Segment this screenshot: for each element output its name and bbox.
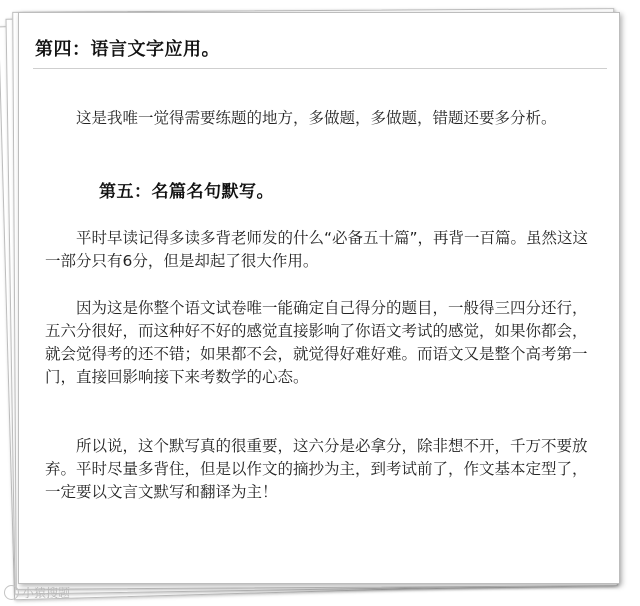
heading-divider (33, 68, 607, 69)
watermark-text: 小猿搜题 (22, 586, 71, 600)
section-4-heading: 第四：语言文字应用。 (35, 39, 220, 60)
document-page (18, 12, 620, 584)
section-4-paragraph: 这是我唯一觉得需要练题的地方，多做题，多做题，错题还要多分析。 (76, 109, 557, 127)
watermark (4, 584, 70, 601)
section-5-paragraph-3: 所以说，这个默写真的很重要，这六分是必拿分，除非想不开，千万不要放弃。平时尽量多背住，但是以作文的摘抄为主，到考试前了，作文基本定型了，一定要以文言文默写和翻译为主！ (45, 437, 588, 501)
watermark-logo-icon (4, 585, 19, 600)
section-5-paragraph-1: 平时早读记得多读多背老师发的什么“必备五十篇”，再背一百篇。虽然这这一部分只有6分，但是却起了很大作用。 (45, 229, 589, 270)
section-5-paragraph-2: 因为这是你整个语文试卷唯一能确定自己得分的题目，一般得三四分还行，五六分很好，而这种好不好的感觉直接影响了你语文考试的感觉，如果你都会，就会觉得考的还不错；如果都不会，就觉得好难好难。而语文又是整个高考第一门，直接回影响接下来考数学的心态。 (45, 299, 588, 386)
section-5-heading: 第五：名篇名句默写。 (99, 182, 274, 202)
